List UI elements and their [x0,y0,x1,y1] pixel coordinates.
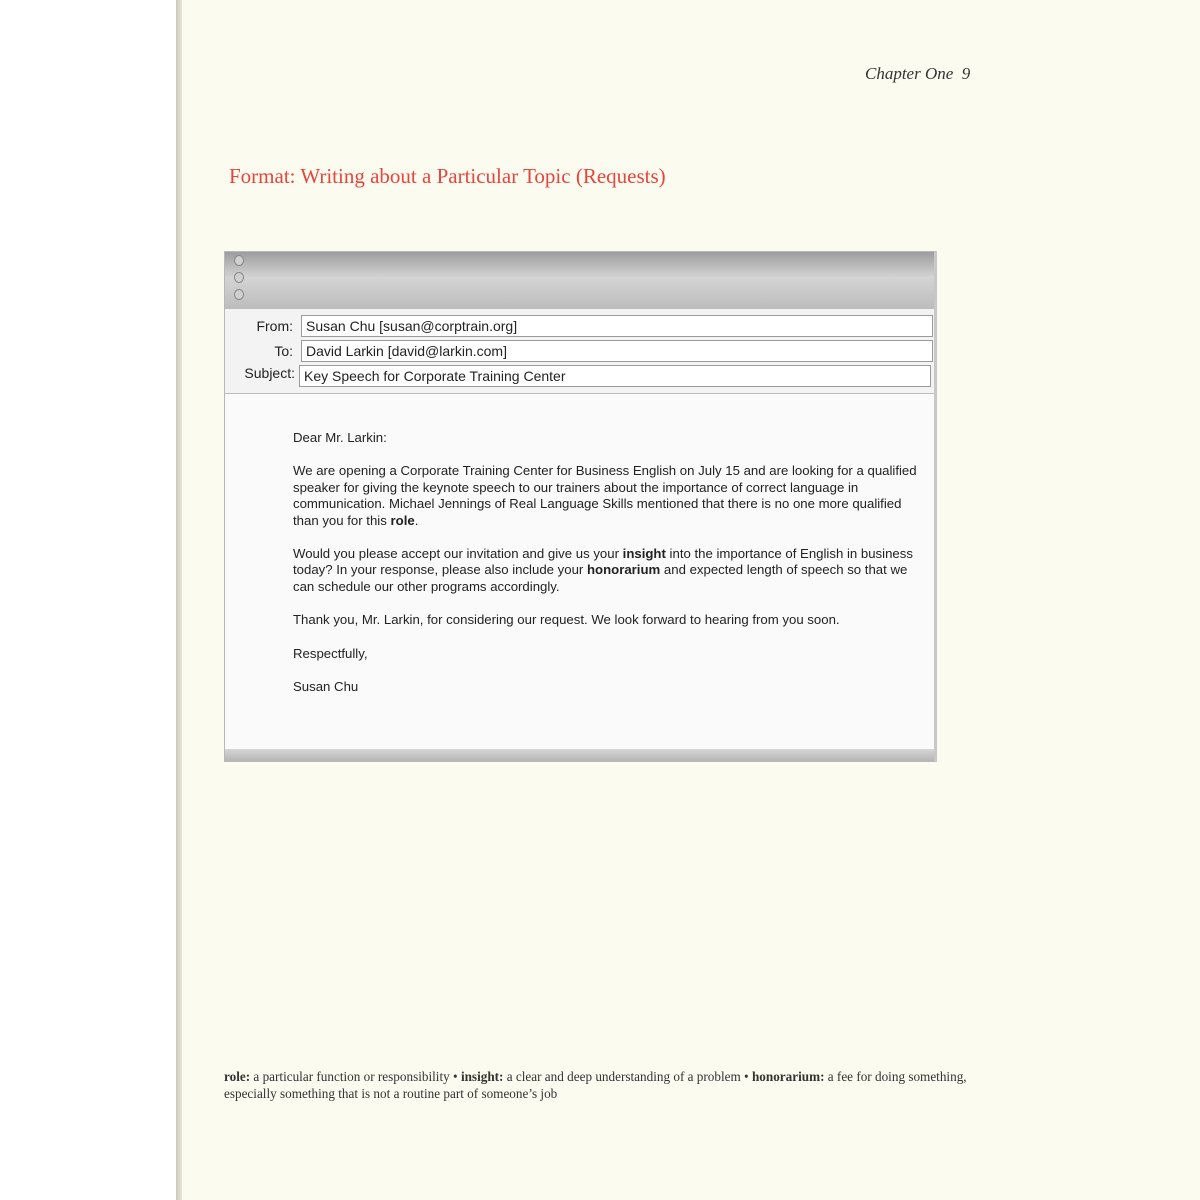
signature: Susan Chu [293,679,359,695]
window-bottom-bar [225,749,934,761]
paragraph-3: Thank you, Mr. Larkin, for considering our request. We look forward to hearing from you soon. [293,612,840,628]
from-label: From: [256,318,293,334]
to-field[interactable]: David Larkin [david@larkin.com] [301,340,933,362]
from-field[interactable]: Susan Chu [susan@corptrain.org] [301,315,933,337]
window-title-bar[interactable] [225,252,934,309]
subject-label: Subject: [244,365,295,381]
paragraph-2: Would you please accept our invitation and give us your insight into the importance of English in business today? In your response, please also include your honorarium and expected length of speech so that we can schedule our other programs accordingly. [293,546,913,594]
subject-field[interactable]: Key Speech for Corporate Training Center [299,365,931,387]
email-header-fields [225,309,934,394]
footnote-term-insight: insight: [460,1069,504,1084]
page-edge [0,0,180,1200]
format-title: Format: Writing about a Particular Topic (Requests) [229,164,666,188]
greeting: Dear Mr. Larkin: [293,430,387,445]
term-honorarium: honorarium [586,562,661,578]
glossary-footnote: role: a particular function or responsibility • insight: a clear and deep understanding of a problem • honorarium: a fee for doing something, especially something that is not a routine part of someone’s job [224,1069,967,1101]
footnote-term-role: role: [224,1069,251,1084]
term-role: role [390,512,415,528]
chapter-label: Chapter One [865,64,954,83]
minimize-button[interactable] [234,272,244,283]
running-header [865,64,970,84]
email-body[interactable] [293,430,923,712]
footnote-term-honorarium: honorarium: [751,1069,825,1084]
email-window [224,251,937,762]
close-button[interactable] [234,255,244,266]
zoom-button[interactable] [234,289,244,300]
page-number: 9 [961,64,971,83]
term-insight: insight [622,546,666,562]
to-label: To: [274,343,293,359]
closing: Respectfully, [293,645,368,661]
paragraph-1: We are opening a Corporate Training Center for Business English on July 15 and are looking for a qualified speaker for giving the keynote speech to our trainers about the importance of correct language in communication. Michael Jennings of Real Language Skills mentioned that there is no one more qualified than you for this role. [293,463,917,528]
